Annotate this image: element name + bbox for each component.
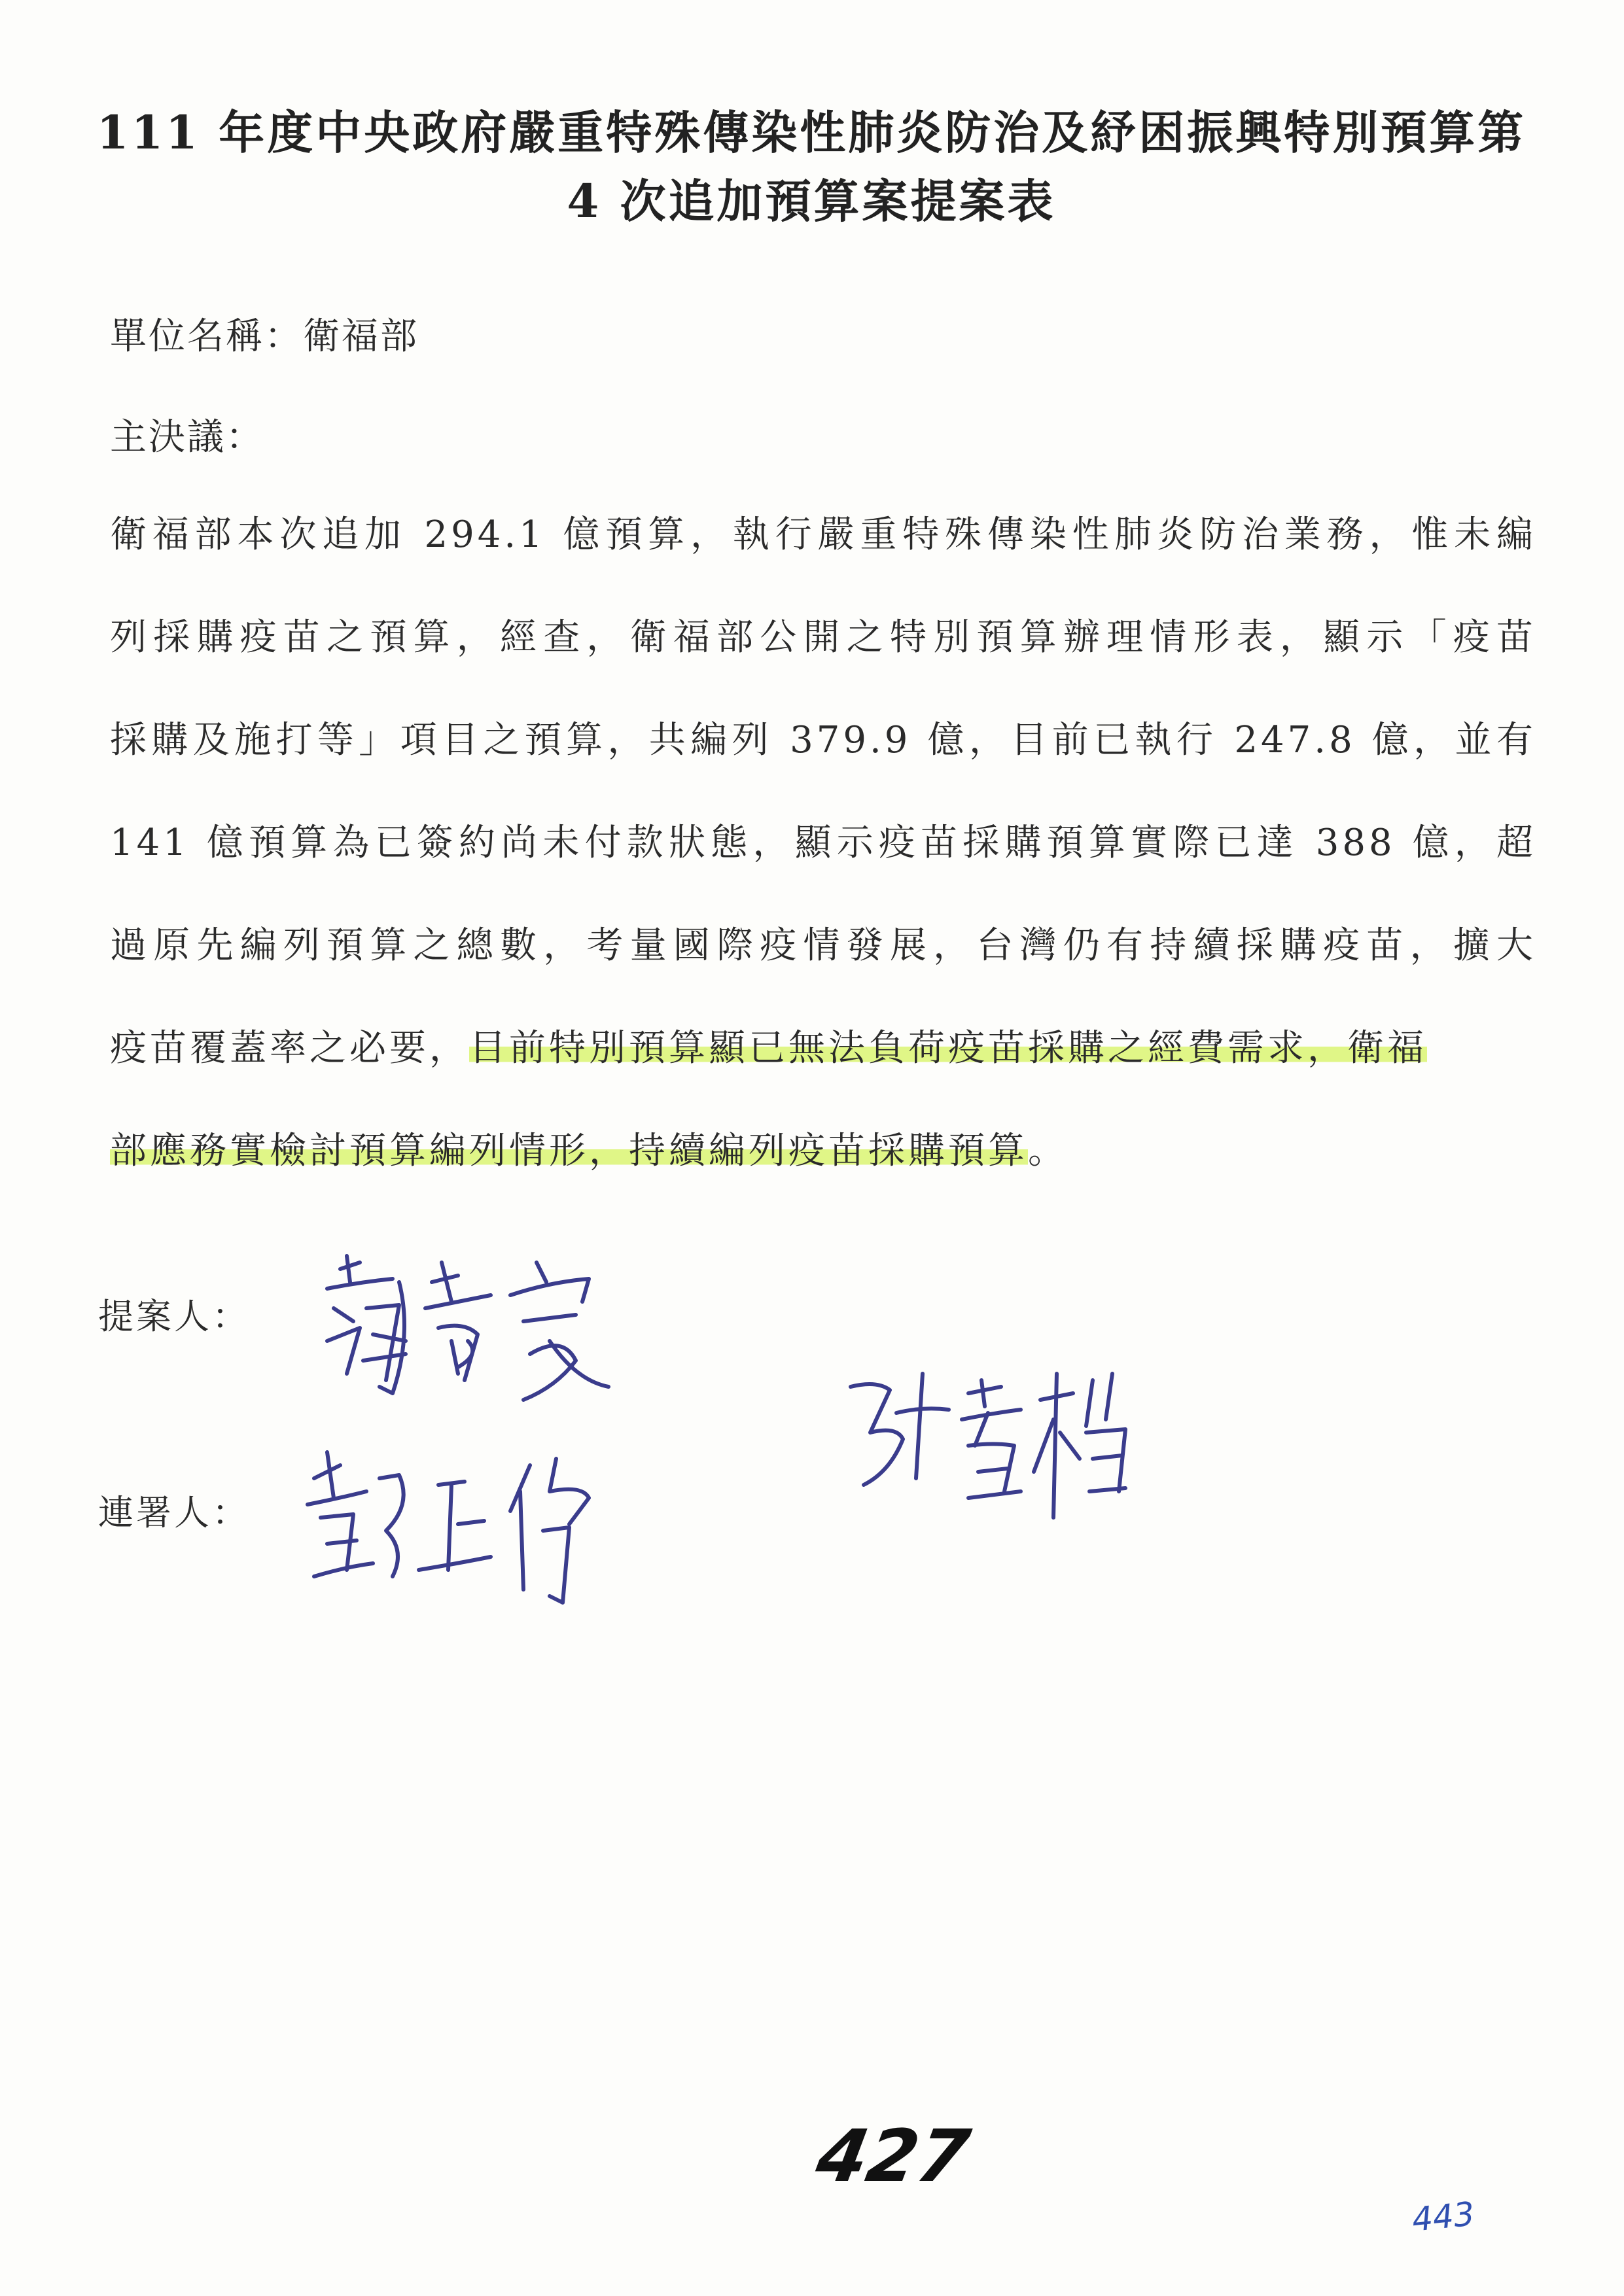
resolution-body (110, 502, 1536, 1221)
unit-name: 單位名稱：衛福部 (110, 315, 419, 358)
body-line-7-end: 。 (1028, 1130, 1068, 1172)
body-line-3: 採購及施打等」項目之預算，共編列 379.9 億，目前已執行 247.8 億，並有 (110, 719, 1536, 761)
cosigner-2-signature (838, 1361, 1204, 1544)
body-line-6-plain: 疫苗覆蓋率之必要， (110, 1027, 469, 1070)
body-line-5: 過原先編列預算之總數，考量國際疫情發展，台灣仍有持續採購疫苗，擴大 (110, 924, 1536, 967)
title-line-2: 4 次追加預算案提案表 (567, 174, 1056, 228)
page-number: 427 (810, 2114, 976, 2198)
highlighted-text-1: 目前特別預算顯已無法負荷疫苗採購之經費需求，衛福 (469, 1027, 1427, 1070)
body-line-1: 衛福部本次追加 294.1 億預算，執行嚴重特殊傳染性肺炎防治業務，惟未編 (110, 513, 1536, 556)
resolution-label: 主決議： (110, 416, 264, 459)
body-line-4: 141 億預算為已簽約尚未付款狀態，顯示疫苗採購預算實際已達 388 億，超 (110, 822, 1536, 864)
proposer-label: 提案人： (98, 1296, 250, 1337)
body-line-7 (110, 1119, 1536, 1221)
document-title (92, 98, 1531, 235)
proposer-signature (301, 1243, 667, 1426)
stamp-number: 443 (1410, 2195, 1477, 2239)
body-line-2: 列採購疫苗之預算，經查，衛福部公開之特別預算辦理情形表，顯示「疫苗 (110, 616, 1536, 659)
body-line-6 (110, 1016, 1536, 1119)
title-line-1: 111 年度中央政府嚴重特殊傳染性肺炎防治及紓困振興特別預算第 (96, 105, 1527, 160)
highlighted-text-2: 部應務實檢討預算編列情形，持續編列疫苗採購預算 (110, 1130, 1028, 1172)
cosigner-1-signature (294, 1439, 635, 1609)
cosigner-label: 連署人： (98, 1492, 250, 1533)
